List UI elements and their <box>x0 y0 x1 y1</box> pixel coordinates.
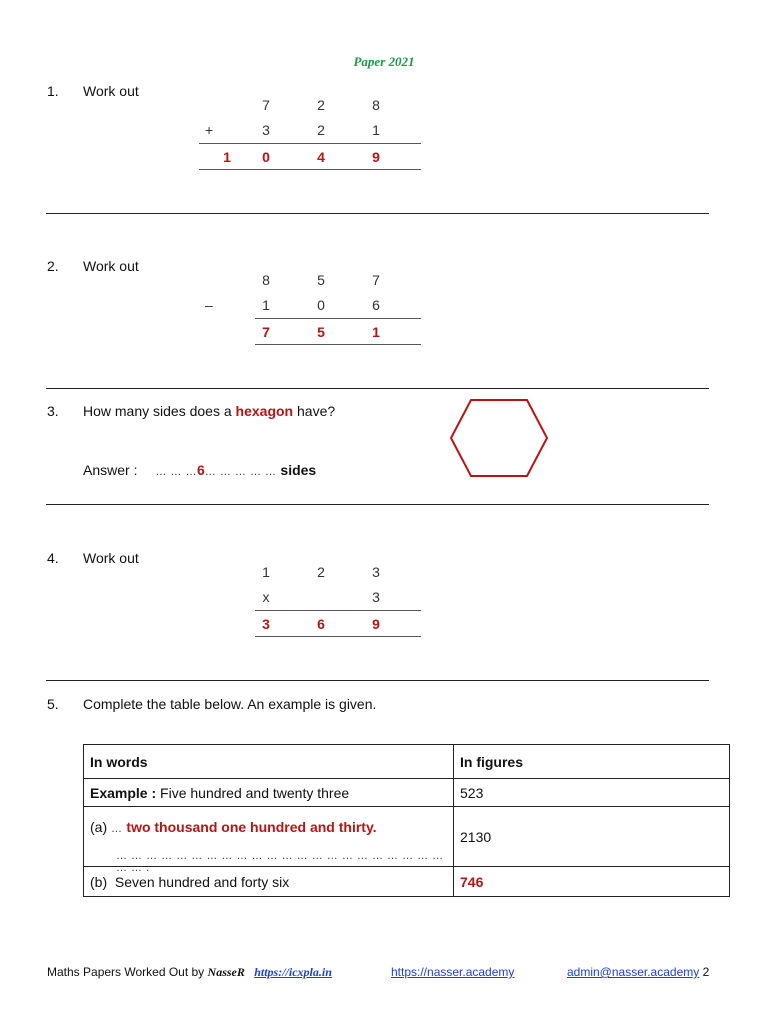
answer-table <box>83 744 730 897</box>
row-a-figures: 2130 <box>454 807 730 867</box>
q4-bottom-rule <box>255 636 421 637</box>
q3-dots-before: … … … <box>155 466 197 478</box>
question-4-text: Work out <box>83 550 139 566</box>
header-in-figures: In figures <box>454 745 730 779</box>
question-2-text: Work out <box>83 258 139 274</box>
hexagon-icon <box>448 398 550 478</box>
q3-dots-after: … … … … … <box>204 466 277 478</box>
q2-operator: – <box>205 297 213 313</box>
row-a-words: two thousand one hundred and thirty. <box>126 818 377 835</box>
table-row <box>84 779 730 807</box>
row-b-words: Seven hundred and forty six <box>114 873 290 890</box>
q1-digit: 8 <box>372 97 380 113</box>
q4-answer-digit: 9 <box>372 616 380 632</box>
q4-top-rule <box>255 610 421 611</box>
q4-answer-digit: 3 <box>262 616 270 632</box>
row-a-words-cell <box>84 807 454 874</box>
q1-digit: 7 <box>262 97 270 113</box>
q3-answer-label: Answer : <box>83 462 138 478</box>
row-b-label: (b) <box>90 873 108 890</box>
q2-digit: 5 <box>317 272 325 288</box>
row-a-dots-line: … … … … … … … … … … … … … … … … … … … … … … … … . <box>116 849 444 874</box>
header-in-words: In words <box>84 745 454 779</box>
footer-link-icxpla[interactable]: https://icxpla.in <box>254 965 332 979</box>
example-figures: 523 <box>454 779 730 807</box>
q1-digit: 1 <box>372 122 380 138</box>
q1-answer-digit: 9 <box>372 149 380 165</box>
q1-digit: 2 <box>317 122 325 138</box>
q1-digit: 2 <box>317 97 325 113</box>
footer-email-link[interactable]: admin@nasser.academy <box>567 965 700 979</box>
question-3-text <box>83 403 335 419</box>
q4-digit: 3 <box>372 564 380 580</box>
footer-contact <box>567 965 709 979</box>
q3-answer-line <box>83 462 316 478</box>
page-number: 2 <box>702 965 710 979</box>
example-label: Example : <box>90 784 157 801</box>
q4-operator: x <box>262 589 270 605</box>
section-divider <box>46 504 709 505</box>
footer-signature: NasseR <box>207 965 245 979</box>
footer-text: Maths Papers Worked Out by <box>47 965 205 979</box>
q2-bottom-rule <box>255 344 421 345</box>
q1-bottom-rule <box>199 169 421 170</box>
q4-answer-digit: 6 <box>317 616 325 632</box>
q1-top-rule <box>199 143 421 144</box>
row-a-label: (a) <box>90 818 108 835</box>
q3-keyword: hexagon <box>235 403 294 419</box>
q2-top-rule <box>255 318 421 319</box>
q4-digit: 2 <box>317 564 325 580</box>
section-divider <box>46 388 709 389</box>
q1-operator: + <box>205 122 214 138</box>
q3-answer-value: 6 <box>196 462 205 478</box>
q2-digit: 0 <box>317 297 325 313</box>
q2-answer-digit: 5 <box>317 324 325 340</box>
q1-answer-digit: 0 <box>262 149 270 165</box>
question-1-number: 1. <box>47 83 59 99</box>
question-4-number: 4. <box>47 550 59 566</box>
q1-answer-digit: 4 <box>317 149 325 165</box>
row-a-dots: … <box>111 822 123 835</box>
footer-credit <box>47 965 332 980</box>
section-divider <box>46 213 709 214</box>
q4-digit: 3 <box>372 589 380 605</box>
question-5-number: 5. <box>47 696 59 712</box>
question-2-number: 2. <box>47 258 59 274</box>
q1-answer-digit: 1 <box>223 149 231 165</box>
example-words: Five hundred and twenty three <box>160 784 350 801</box>
footer-link-nasser-academy[interactable]: https://nasser.academy <box>391 965 515 979</box>
question-3-number: 3. <box>47 403 59 419</box>
q2-answer-digit: 7 <box>262 324 270 340</box>
row-b-figures: 746 <box>454 867 730 897</box>
example-words-cell <box>84 779 454 807</box>
q3-text-after: have? <box>293 403 336 419</box>
paper-title: Paper 2021 <box>353 54 415 69</box>
q4-digit: 1 <box>262 564 270 580</box>
q3-text-before: How many sides does a <box>83 403 236 419</box>
section-divider <box>46 680 709 681</box>
table-row <box>84 807 730 867</box>
question-5-text: Complete the table below. An example is given. <box>83 696 377 712</box>
q2-digit: 7 <box>372 272 380 288</box>
q2-answer-digit: 1 <box>372 324 380 340</box>
q2-digit: 1 <box>262 297 270 313</box>
question-1-text: Work out <box>83 83 139 99</box>
q2-digit: 6 <box>372 297 380 313</box>
q2-digit: 8 <box>262 272 270 288</box>
q3-unit: sides <box>280 462 317 478</box>
table-header-row <box>84 745 730 779</box>
q1-digit: 3 <box>262 122 270 138</box>
